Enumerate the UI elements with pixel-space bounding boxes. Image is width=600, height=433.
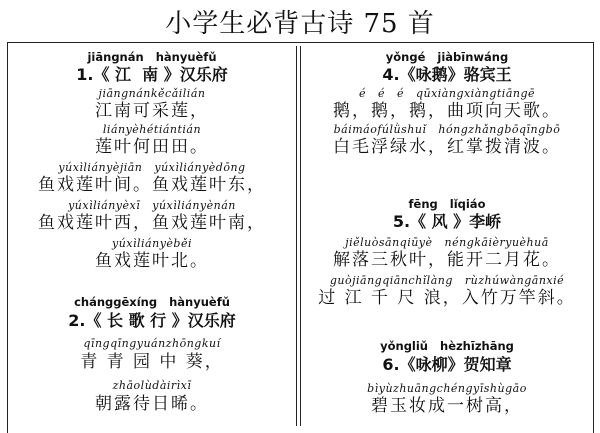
verse-pinyin: báimáofúlǜshuǐ hóngzhǎngbōqīngbō [333, 123, 561, 136]
poem-title-pinyin: jiāngnán hànyuèfǔ [87, 50, 217, 64]
poem-heading: 6.《咏柳》贺知章 [382, 355, 512, 374]
verse-pinyin: jiāngnánkěcǎilián [98, 87, 206, 100]
verse-pinyin: é é é qūxiàngxiàngtiāngē [358, 87, 536, 100]
poem-heading: 1.《 江 南 》汉乐府 [76, 65, 228, 84]
verse-line: 过 江 千 尺 浪，入竹万竿斜。 [318, 288, 576, 308]
verse-line: 朝露待日晞。 [95, 394, 209, 414]
verse-line: 白毛浮绿水，红掌拨清波。 [333, 137, 561, 157]
poem-title-pinyin: yǒngé jiàbīnwáng [385, 50, 509, 64]
page-title: 小学生必背古诗 75 首 [165, 9, 435, 39]
verse-pinyin: guòjiāngqiānchǐlàng rùzhúwàngānxié [329, 274, 565, 287]
verse-pinyin: bìyùzhuāngchéngyīshùgāo [367, 382, 527, 395]
verse-pinyin: jiěluòsānqiūyè néngkāièryuèhuā [345, 236, 549, 249]
verse-line: 莲叶何田田。 [95, 137, 209, 157]
verse-pinyin: liányèhétiántián [102, 123, 202, 136]
verse-line: 鱼戏莲叶西，鱼戏莲叶南， [38, 213, 266, 233]
verse-line: 江南可采莲， [95, 101, 209, 121]
verse-pinyin: yúxìliányèjiān yúxìliányèdōng [58, 161, 246, 174]
verse-line: 鹅，鹅，鹅，曲项向天歌。 [333, 101, 561, 121]
verse-line: 青 青 园 中 葵， [80, 352, 224, 372]
verse-line: 鱼戏莲叶间。鱼戏莲叶东， [38, 175, 266, 195]
verse-pinyin: qīngqīngyuánzhōngkuí [83, 337, 221, 350]
verse-pinyin: zhāolùdàirìxī [112, 379, 192, 392]
verse-line: 鱼戏莲叶北。 [95, 251, 209, 271]
poem-heading: 2.《 长 歌 行 》汉乐府 [68, 311, 236, 330]
column-divider [296, 46, 301, 426]
verse-pinyin: yúxìliányèběi [112, 237, 192, 250]
poem-title-pinyin: chánggēxíng hànyuèfǔ [74, 295, 230, 309]
poem-heading: 5.《 风 》李峤 [392, 212, 502, 231]
poem-title-pinyin: yǒngliǔ hèzhīzhāng [380, 339, 514, 353]
verse-pinyin: yúxìliányèxī yúxìliányènán [68, 199, 236, 212]
poem-title-pinyin: fēng lǐqiáo [408, 197, 486, 211]
poem-heading: 4.《咏鹅》骆宾王 [382, 65, 512, 84]
verse-line: 解落三秋叶，能开二月花。 [333, 250, 561, 270]
verse-line: 碧玉妆成一树高， [371, 396, 523, 416]
